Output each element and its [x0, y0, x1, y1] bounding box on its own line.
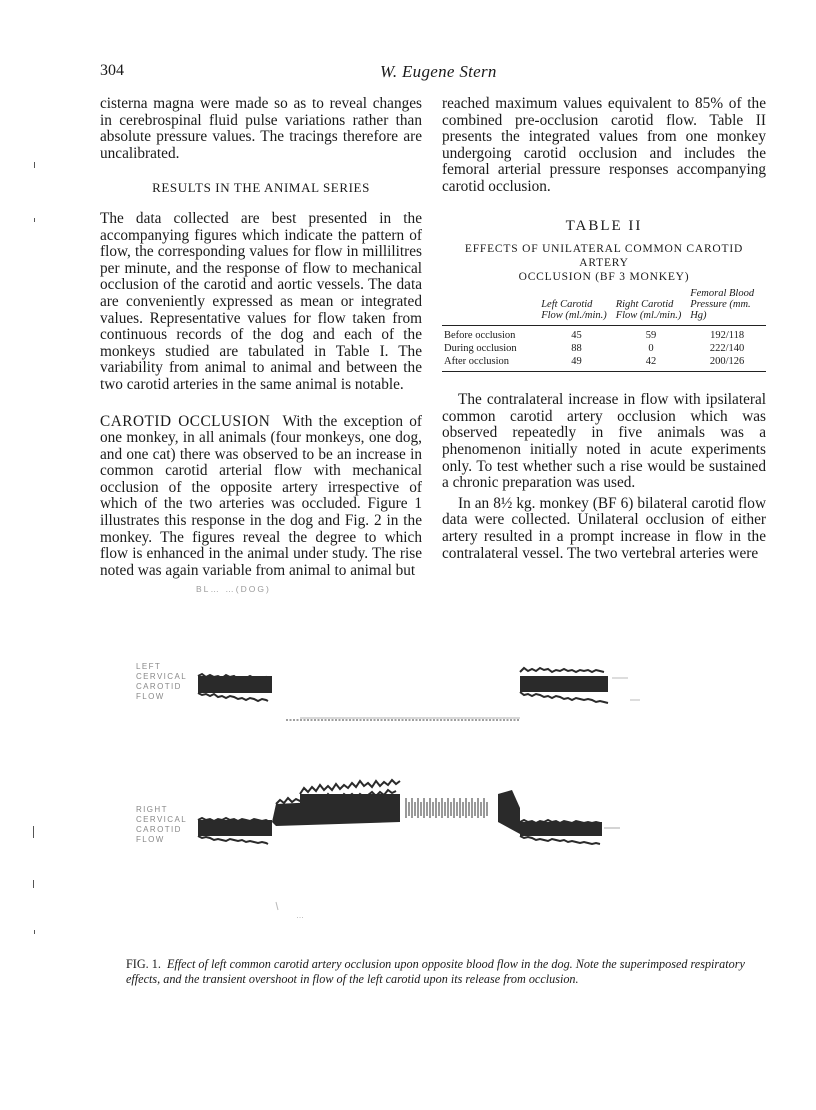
- margin-mark: [33, 826, 34, 838]
- left-column: [100, 96, 422, 579]
- paragraph: The data collected are best presented in the accompanying figures which indicate the pattern of flow, the corresponding values for flow in millilitres per minute, and the response of flow to mechanical occlusion of the carotid and aortic vessels. The data are conveniently expressed as mean or integrated values. Representative values for flow taken from continuous records of the dog and each of the monkeys studied are tabulated in Table I. The variability from animal to animal and between the two carotid arteries in the same animal is notable.: [100, 209, 422, 393]
- table-header-cell: [442, 288, 539, 326]
- margin-mark: [34, 162, 35, 168]
- page-number: 304: [100, 62, 124, 79]
- left-trace-label: [136, 662, 187, 701]
- table-caption: [442, 242, 766, 284]
- table-cell: During occlusion: [444, 343, 517, 355]
- trace-label-line: CERVICAL: [136, 815, 188, 824]
- trace-label-line: LEFT: [136, 662, 162, 671]
- right-column: [442, 96, 766, 562]
- caption-text: Effect of left common carotid artery occlusion upon opposite blood flow in the dog. Note the superimposed respiratory effects, and the transient overshoot in flow of the left carotid upon its release from occlusion.: [126, 957, 745, 986]
- trace-label-line: CERVICAL: [136, 672, 188, 681]
- table-header-row: [442, 288, 766, 326]
- table-caption-line: OCCLUSION (BF 3 MONKEY): [518, 271, 690, 284]
- table-cell: 192/118: [710, 330, 745, 342]
- margin-mark: [33, 880, 34, 888]
- figure-caption: [126, 957, 766, 987]
- paragraph: In an 8½ kg. monkey (BF 6) bilateral carotid flow data were collected. Unilateral occlusion of either artery resulted in a prompt increase in flow in the contralateral vessel. The two vertebral arteries were: [442, 494, 766, 562]
- paragraph-text: With the exception of one monkey, in all animals (four monkeys, one dog, and one cat) there was observed to be an increase in common carotid arterial flow with mechanical occlusion of the opposite artery irrespective of which of the two arteries was occluded. Figure 1 illustrates this response in the dog and Fig. 2 in the monkey. The figures reveal the degree to which flow is enhanced in the animal under study. The rise noted was again variable from animal to animal but: [100, 412, 423, 579]
- table-cell: 59: [645, 330, 657, 342]
- running-header: [0, 62, 816, 86]
- table-caption-line: EFFECTS OF UNILATERAL COMMON CAROTID ARTERY: [464, 243, 744, 270]
- data-table: [442, 288, 766, 372]
- figure-1: [100, 572, 766, 932]
- occlusion-segment: [406, 798, 487, 818]
- flow-tracing: [100, 572, 766, 932]
- trace-label-line: FLOW: [136, 692, 165, 701]
- table-cell: 45: [571, 330, 582, 342]
- trace-label-line: FLOW: [136, 835, 165, 844]
- right-carotid-trace: [198, 780, 620, 844]
- paragraph: [100, 414, 422, 580]
- right-trace-label: [136, 805, 187, 844]
- table-cell: 222/140: [709, 343, 745, 355]
- paragraph: reached maximum values equivalent to 85% of the combined pre-occlusion carotid flow. Table II presents the integrated values from one monkey undergoing carotid occlusion and includes the femoral arterial pressure responses accompanying carotid occlusion.: [442, 95, 766, 195]
- table-row: [442, 342, 766, 355]
- table-cell: 200/126: [709, 356, 745, 368]
- table-header-cell: Femoral Blood Pressure (mm. Hg): [690, 288, 755, 322]
- table-row: [442, 326, 766, 343]
- table-cell: Before occlusion: [444, 330, 516, 342]
- section-heading: RESULTS IN THE ANIMAL SERIES: [152, 180, 370, 196]
- table-title: TABLE II: [565, 217, 643, 234]
- table-cell: 0: [648, 343, 654, 355]
- table-cell: 88: [571, 343, 582, 355]
- figure-bottom-label: …: [296, 911, 306, 920]
- figure-top-label: BL… …(DOG): [196, 584, 271, 594]
- left-carotid-trace: [198, 668, 640, 720]
- margin-mark: [34, 218, 35, 222]
- margin-mark: [34, 930, 35, 934]
- table-cell: After occlusion: [444, 356, 510, 368]
- trace-label-line: RIGHT: [136, 805, 168, 814]
- figure-label: FIG. 1.: [126, 957, 161, 971]
- table-cell: 42: [645, 356, 657, 368]
- table-cell: 49: [571, 356, 582, 368]
- trace-label-line: CAROTID: [136, 825, 182, 834]
- trace-label-line: CAROTID: [136, 682, 182, 691]
- paragraph: cisterna magna were made so as to reveal changes in cerebrospinal fluid pulse variations rather than absolute pressure values. The tracings therefore are uncalibrated.: [100, 95, 422, 162]
- table-header-cell: Left Carotid Flow (ml./min.): [541, 299, 607, 322]
- runin-heading: CAROTID OCCLUSION: [100, 412, 271, 430]
- table-row: [442, 355, 766, 372]
- running-title: W. Eugene Stern: [380, 62, 497, 81]
- paragraph: The contralateral increase in flow with ipsilateral common carotid artery occlusion which was observed repeatedly in five animals was a phenomenon initially noted in acute experiments only. To test whether such a rise would be sustained a chronic preparation was used.: [442, 391, 766, 492]
- table-header-cell: Right Carotid Flow (ml./min.): [615, 299, 682, 322]
